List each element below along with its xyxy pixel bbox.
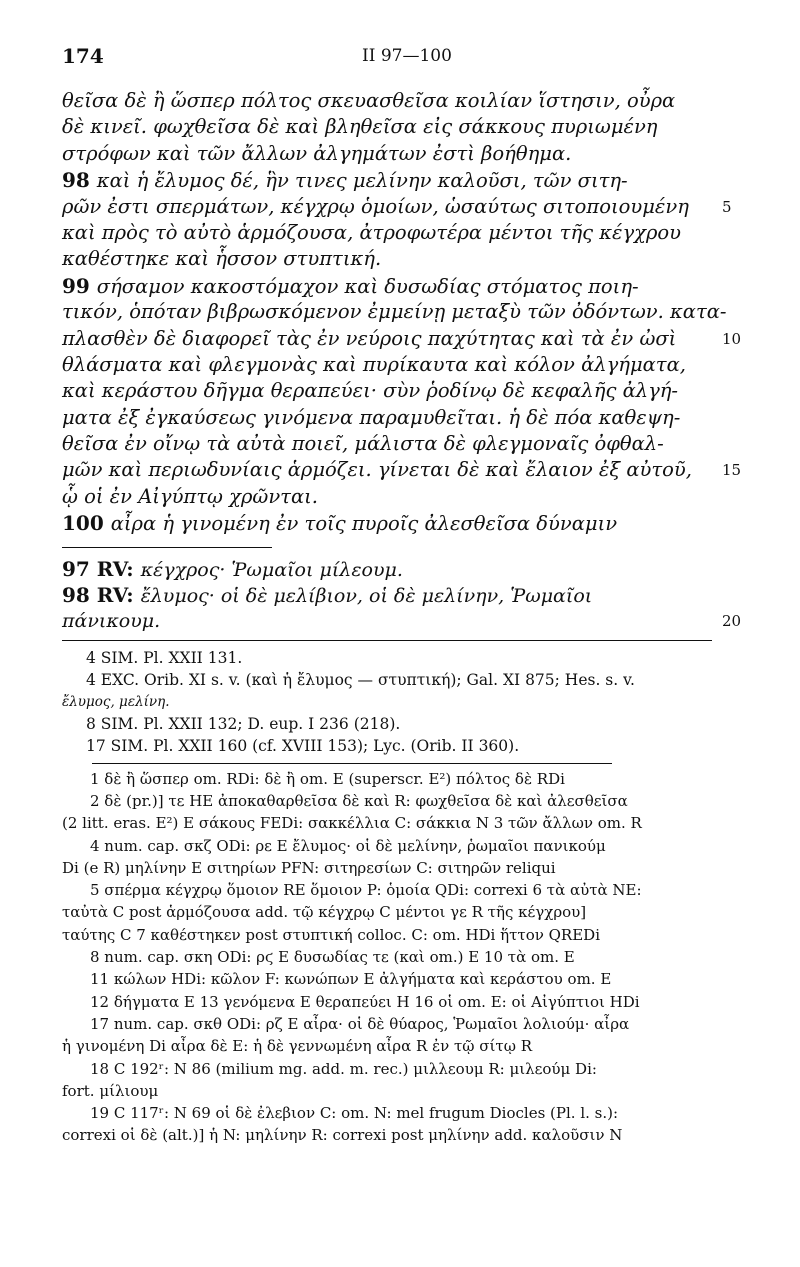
apparatus-line: 18 C 192ʳ: N 86 (milium mg. add. m. rec.) μιλλεουμ R: μιλεούμ Di: — [90, 1059, 597, 1078]
apparatus-line: 12 δήγματα E 13 γενόμενα E θεραπεύει H 16 οἱ om. E: οἱ Αἰγύπτιοι HDi — [90, 992, 640, 1011]
similia-line: 4 EXC. Orib. XI s. v. (καὶ ἡ ἔλυμος — στυπτική); Gal. XI 875; Hes. s. v. — [86, 670, 635, 689]
similia-line: 17 SIM. Pl. XXII 160 (cf. XVIII 153); Lyc. (Orib. II 360). — [86, 736, 520, 755]
line-text: καὶ ἡ ἔλυμος δέ, ἣν τινες μελίνην καλοῦσι, τῶν σιτη- — [96, 169, 628, 193]
line-text: πλασθὲν δὲ διαφορεῖ τὰς ἐν νεύροις παχύτητας καὶ τὰ ἐν ὠσὶ — [62, 326, 677, 350]
line-text: δὲ κινεῖ. φωχθεῖσα δὲ καὶ βληθεῖσα εἰς σάκκους πυριωμένη — [62, 115, 658, 139]
page-header — [62, 44, 712, 74]
text-line — [62, 194, 732, 220]
line-number: 20 — [722, 611, 742, 630]
rv-text: ἔλυμος· οἱ δὲ μελίβιον, οἱ δὲ μελίνην, Ῥωμαῖοι — [140, 584, 593, 607]
rv-line — [62, 556, 712, 582]
similia-line: 8 SIM. Pl. XXII 132; D. eup. I 236 (218). — [86, 714, 401, 733]
similia-line: ἔλυμος, μελίνη. — [62, 693, 170, 710]
apparatus-line: 4 num. cap. σκζ ODi: ρε E ἔλυμος· οἱ δὲ μελίνην, ῥωμαῖοι πανικούμ — [90, 836, 606, 855]
critical-apparatus — [62, 768, 712, 1147]
apparatus-line: ταύτης C 7 καθέστηκεν post στυπτική colloc. C: om. HDi ἥττον QREDi — [62, 925, 600, 944]
line-number: 10 — [722, 329, 742, 348]
line-text: στρόφων καὶ τῶν ἄλλων ἀλγημάτων ἐστὶ βοήθημα. — [62, 141, 572, 165]
text-line — [62, 141, 712, 167]
apparatus-line: 8 num. cap. σκη ODi: ρϛ E δυσωδίας τε (καὶ om.) E 10 τὰ om. E — [90, 948, 575, 967]
similia-line: 4 SIM. Pl. XXII 131. — [86, 648, 243, 667]
line-text: καὶ πρὸς τὸ αὐτὸ ἁρμόζουσα, ἀτροφωτέρα μέντοι τῆς κέγχρου — [62, 220, 682, 244]
line-text: ρῶν ἐστι σπερμάτων, κέγχρῳ ὁμοίων, ὡσαύτως σιτοποιουμένη — [62, 194, 689, 218]
divider-full — [62, 640, 712, 641]
line-text: ματα ἐξ ἐγκαύσεως γινόμενα παραμυθεῖται. ἡ δὲ πόα καθεψη- — [62, 405, 681, 429]
apparatus-line: 1 δὲ ἢ ὥσπερ om. RDi: δὲ ἢ om. E (superscr. E²) πόλτος δὲ RDi — [90, 769, 565, 788]
line-number: 15 — [722, 461, 742, 480]
text-line — [62, 299, 727, 325]
text-line — [62, 510, 712, 536]
apparatus-line: ἡ γινομένη Di αἶρα δὲ E: ἡ δὲ γεννωμένη αἶρα R ἐν τῷ σίτῳ R — [62, 1037, 533, 1056]
text-line — [62, 378, 712, 404]
rv-line — [62, 582, 712, 608]
apparatus-line: 11 κώλων HDi: κῶλον F: κωνώπων E ἀλγήματα καὶ κεράστου om. E — [90, 970, 612, 989]
rv-label: 97 RV: — [62, 556, 141, 581]
section-number: 99 — [62, 273, 97, 298]
text-line — [62, 114, 712, 140]
text-line — [62, 246, 712, 272]
text-line — [62, 88, 712, 114]
section-number: 98 — [62, 168, 97, 193]
line-text: τικόν, ὁπόταν βιβρωσκόμενον ἐμμείνῃ μεταξὺ τῶν ὀδόντων. κατα- — [62, 300, 727, 324]
apparatus-line: 17 num. cap. σκθ ODi: ρζ E αἶρα· οἱ δὲ θύαρος, Ῥωμαῖοι λολιούμ· αἶρα — [90, 1014, 630, 1033]
apparatus-line: 2 δὲ (pr.)] τε HE ἀποκαθαρθεῖσα δὲ καὶ R: φωχθεῖσα δὲ καὶ ἀλεσθεῖσα — [90, 791, 628, 810]
divider-apparatus — [92, 763, 612, 764]
apparatus-line: 5 σπέρμα κέγχρῳ ὅμοιον RE ὅμοιον P: ὁμοία QDi: correxi 6 τὰ αὐτὰ NE: — [90, 881, 642, 900]
page-number: 174 — [62, 44, 104, 68]
apparatus-line: correxi οἱ δὲ (alt.)] ἡ N: μηλίνην R: correxi post μηλίνην add. καλοῦσιν N — [62, 1126, 623, 1145]
text-line — [62, 326, 742, 352]
rv-line — [62, 608, 742, 634]
line-text: σήσαμον κακοστόμαχον καὶ δυσωδίας στόματος ποιη- — [96, 274, 639, 298]
text-line — [62, 431, 712, 457]
main-text — [62, 88, 742, 537]
line-text: θλάσματα καὶ φλεγμονὰς καὶ πυρίκαυτα καὶ κόλον ἀλγήματα, — [62, 352, 686, 376]
text-line — [62, 484, 712, 510]
text-line — [62, 352, 712, 378]
text-line — [62, 273, 712, 299]
similia-block — [62, 647, 712, 757]
section-number: 100 — [62, 511, 111, 536]
rv-text: κέγχρος· Ῥωμαῖοι μίλεουμ. — [140, 558, 403, 581]
apparatus-line: fort. μίλιουμ — [62, 1081, 159, 1100]
line-text: αἶρα ἡ γινομένη ἐν τοῖς πυροῖς ἀλεσθεῖσα δύναμιν — [110, 512, 618, 536]
divider-short — [62, 547, 272, 548]
page — [62, 44, 742, 1147]
text-line — [62, 405, 712, 431]
line-text: θεῖσα ἐν οἴνῳ τὰ αὐτὰ ποιεῖ, μάλιστα δὲ φλεγμοναῖς ὀφθαλ- — [62, 432, 664, 456]
apparatus-line: ταὐτὰ C post ἁρμόζουσα add. τῷ κέγχρῳ C μέντοι γε R τῆς κέγχρου] — [62, 903, 587, 922]
line-text: καθέστηκε καὶ ἧσσον στυπτική. — [62, 247, 382, 271]
apparatus-line: Di (e R) μηλίνην E σιτηρίων PFN: σιτηρεσίων C: σιτηρῶν reliqui — [62, 858, 556, 877]
running-title: II 97—100 — [362, 46, 452, 66]
text-line — [62, 220, 712, 246]
rv-text: πάνικουμ. — [62, 609, 161, 632]
text-line — [62, 457, 742, 483]
line-number: 5 — [722, 197, 732, 216]
apparatus-line: (2 litt. eras. E²) E σάκους FEDi: σακκέλλια C: σάκκια N 3 τῶν ἄλλων om. R — [62, 814, 642, 833]
rv-label: 98 RV: — [62, 582, 141, 607]
line-text: μῶν καὶ περιωδυνίαις ἁρμόζει. γίνεται δὲ καὶ ἔλαιον ἐξ αὐτοῦ, — [62, 458, 692, 482]
line-text: καὶ κεράστου δῆγμα θεραπεύει· σὺν ῥοδίνῳ δὲ κεφαλῆς ἀλγή- — [62, 379, 679, 403]
line-text: ᾧ οἱ ἐν Αἰγύπτῳ χρῶνται. — [62, 484, 318, 508]
text-line — [62, 167, 712, 193]
line-text: θεῖσα δὲ ἢ ὥσπερ πόλτος σκευασθεῖσα κοιλίαν ἵστησιν, οὖρα — [62, 89, 676, 112]
apparatus-line: 19 C 117ʳ: N 69 οἱ δὲ ἐλεβιον C: om. N: mel frugum Diocles (Pl. l. s.): — [90, 1104, 619, 1123]
rv-notes — [62, 556, 742, 634]
